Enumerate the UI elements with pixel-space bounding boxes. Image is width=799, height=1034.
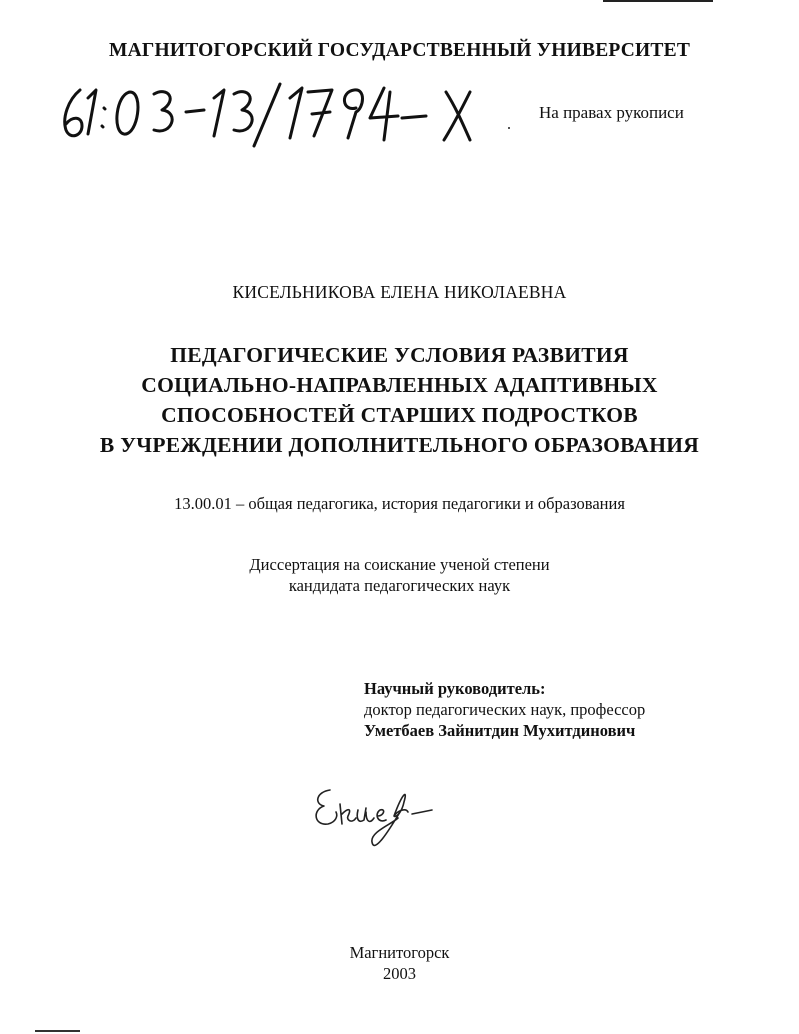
handwritten-archive-code	[58, 78, 498, 148]
degree-line: Диссертация на соискание ученой степени	[249, 555, 550, 574]
advisor-rank: доктор педагогических наук, профессор	[364, 700, 646, 719]
city: Магнитогорск	[349, 943, 450, 962]
scan-edge-mark	[603, 0, 713, 2]
degree-statement	[0, 554, 799, 596]
title-line: СОЦИАЛЬНО-НАПРАВЛЕННЫХ АДАПТИВНЫХ	[141, 373, 658, 397]
university-name: МАГНИТОГОРСКИЙ ГОСУДАРСТВЕННЫЙ УНИВЕРСИТЕТ	[108, 40, 691, 61]
author-name: КИСЕЛЬНИКОВА ЕЛЕНА НИКОЛАЕВНА	[232, 282, 567, 302]
scan-speck	[508, 127, 510, 129]
specialty-code: 13.00.01 – общая педагогика, история педагогики и образования	[174, 494, 625, 513]
manuscript-rights-note: На правах рукописи	[539, 103, 684, 122]
year: 2003	[383, 964, 416, 983]
dissertation-title	[0, 340, 799, 460]
scan-edge-mark	[35, 1030, 80, 1032]
title-line: В УЧРЕЖДЕНИИ ДОПОЛНИТЕЛЬНОГО ОБРАЗОВАНИЯ	[99, 433, 700, 457]
handwritten-signature	[308, 782, 438, 862]
advisor-name: Уметбаев Зайнитдин Мухитдинович	[364, 721, 636, 740]
title-line: ПЕДАГОГИЧЕСКИЕ УСЛОВИЯ РАЗВИТИЯ	[170, 343, 629, 367]
degree-line: кандидата педагогических наук	[288, 576, 511, 595]
city-year	[0, 942, 799, 984]
advisor-heading: Научный руководитель:	[364, 679, 546, 698]
title-line: СПОСОБНОСТЕЙ СТАРШИХ ПОДРОСТКОВ	[161, 403, 638, 427]
scientific-advisor-block	[364, 678, 645, 741]
